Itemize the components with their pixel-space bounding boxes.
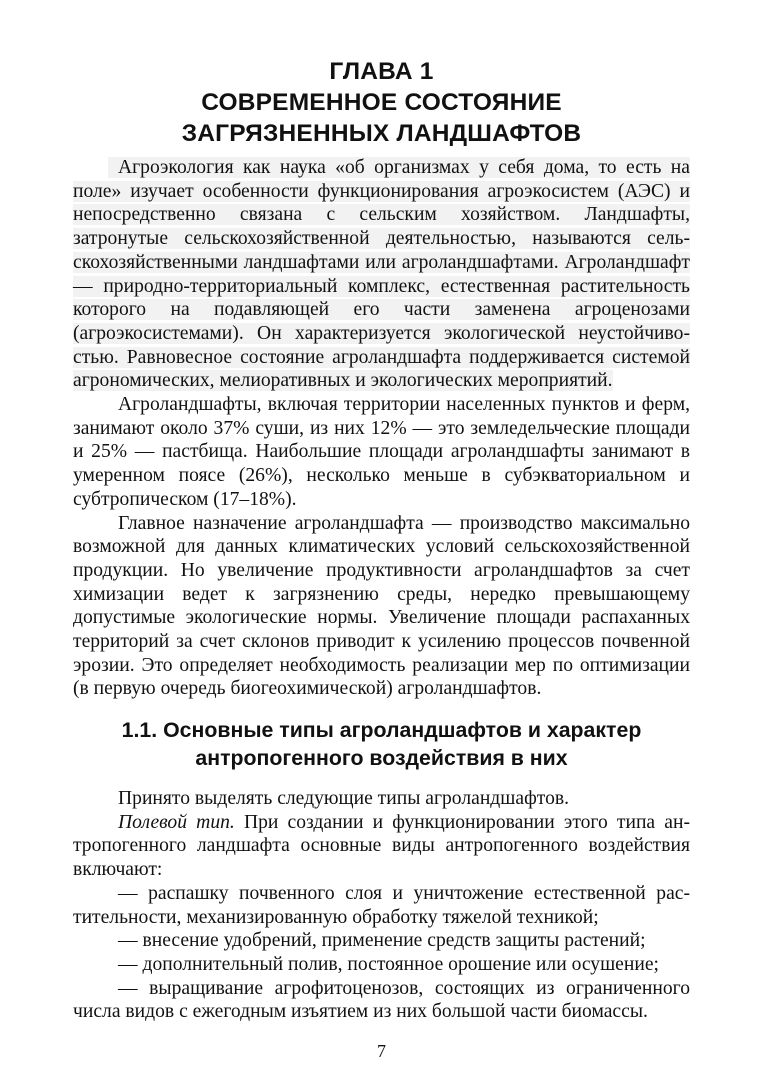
field-type-paragraph: [73, 811, 690, 882]
list-item: — выращивание агрофитоценозов, состоящих из ограниченного числа видов с ежегодным изъятием из них большой части биомассы.: [73, 977, 690, 1023]
section-title: [60, 716, 703, 772]
list-item: — дополнительный полив, постоянное орошение или осушение;: [118, 953, 659, 975]
field-type-text: При создании и функционировании этого типа антропогенного ландшафта основные виды антропогенного воздействия включают:: [73, 811, 690, 881]
field-type-lead: Полевой тип.: [118, 811, 235, 833]
chapter-title-line-1: СОВРЕМЕННОЕ СОСТОЯНИЕ: [201, 89, 562, 116]
section-title-line-2: антропогенного воздействия в них: [195, 746, 568, 770]
chapter-body: [73, 156, 690, 701]
highlighted-text: Агроэкология как наука «об организмах у себя дома, то есть на поле» изучает особенности функционирования агроэкосистем (АЭС) и непосредственно связана с сельским хозяйством. Ландшафты, затронутые сельскохозяйственной деятельностью, называются сельскохозяйственными ландшафтами или агроландшафтами. Агроландшафт — природно-территориальный комплекс, естественная растительность которого на подавляющей его части заменена агроценозами (агроэкосистемами). Он характеризуется экологической неустойчивостью. Равновесное состояние агроландшафта поддерживается системой агрономических, мелиоративных и экологических мероприятий.: [73, 157, 690, 392]
section-intro: Принято выделять следующие типы агроландшафтов.: [118, 788, 570, 809]
page-number: 7: [377, 1041, 386, 1061]
paragraph-intro: [73, 156, 690, 393]
list-item: — распашку почвенного слоя и уничтожение естественной растительности, механизированную обработку тяжелой техникой;: [73, 882, 690, 928]
chapter-title-line-2: ЗАГРЯЗНЕННЫХ ЛАНДШАФТОВ: [181, 120, 582, 147]
section-body: [73, 787, 690, 1024]
chapter-number: ГЛАВА 1: [329, 58, 434, 85]
list-item: — внесение удобрений, применение средств защиты растений;: [118, 930, 646, 952]
paragraph-purpose: Главное назначение агроландшафта — производство максимально возможной для данных климатических условий сельскохозяйственной продукции. Но увеличение продуктивности агроландшафтов за счет химизации ведет к загрязнению среды, нередко превышающему допустимые экологические нормы. Увеличение площади распаханных территорий за счет склонов приводит к усилению процессов почвенной эрозии. Это определяет необходимость реализации мер по оптимизации (в первую очередь биогеохимической) агроландшафтов.: [73, 512, 690, 700]
paragraph-area: Агроландшафты, включая территории населенных пунктов и ферм, занимают около 37% суши, из них 12% — это земледельческие площади и 25% — пастбища. Наибольшие площади агроландшафты занимают в умеренном поясе (26%), несколько меньше в субэкваториальном и субтропическом (17–18%).: [73, 394, 690, 510]
chapter-title: [60, 56, 703, 149]
section-title-line-1: 1.1. Основные типы агроландшафтов и характер: [121, 718, 642, 742]
